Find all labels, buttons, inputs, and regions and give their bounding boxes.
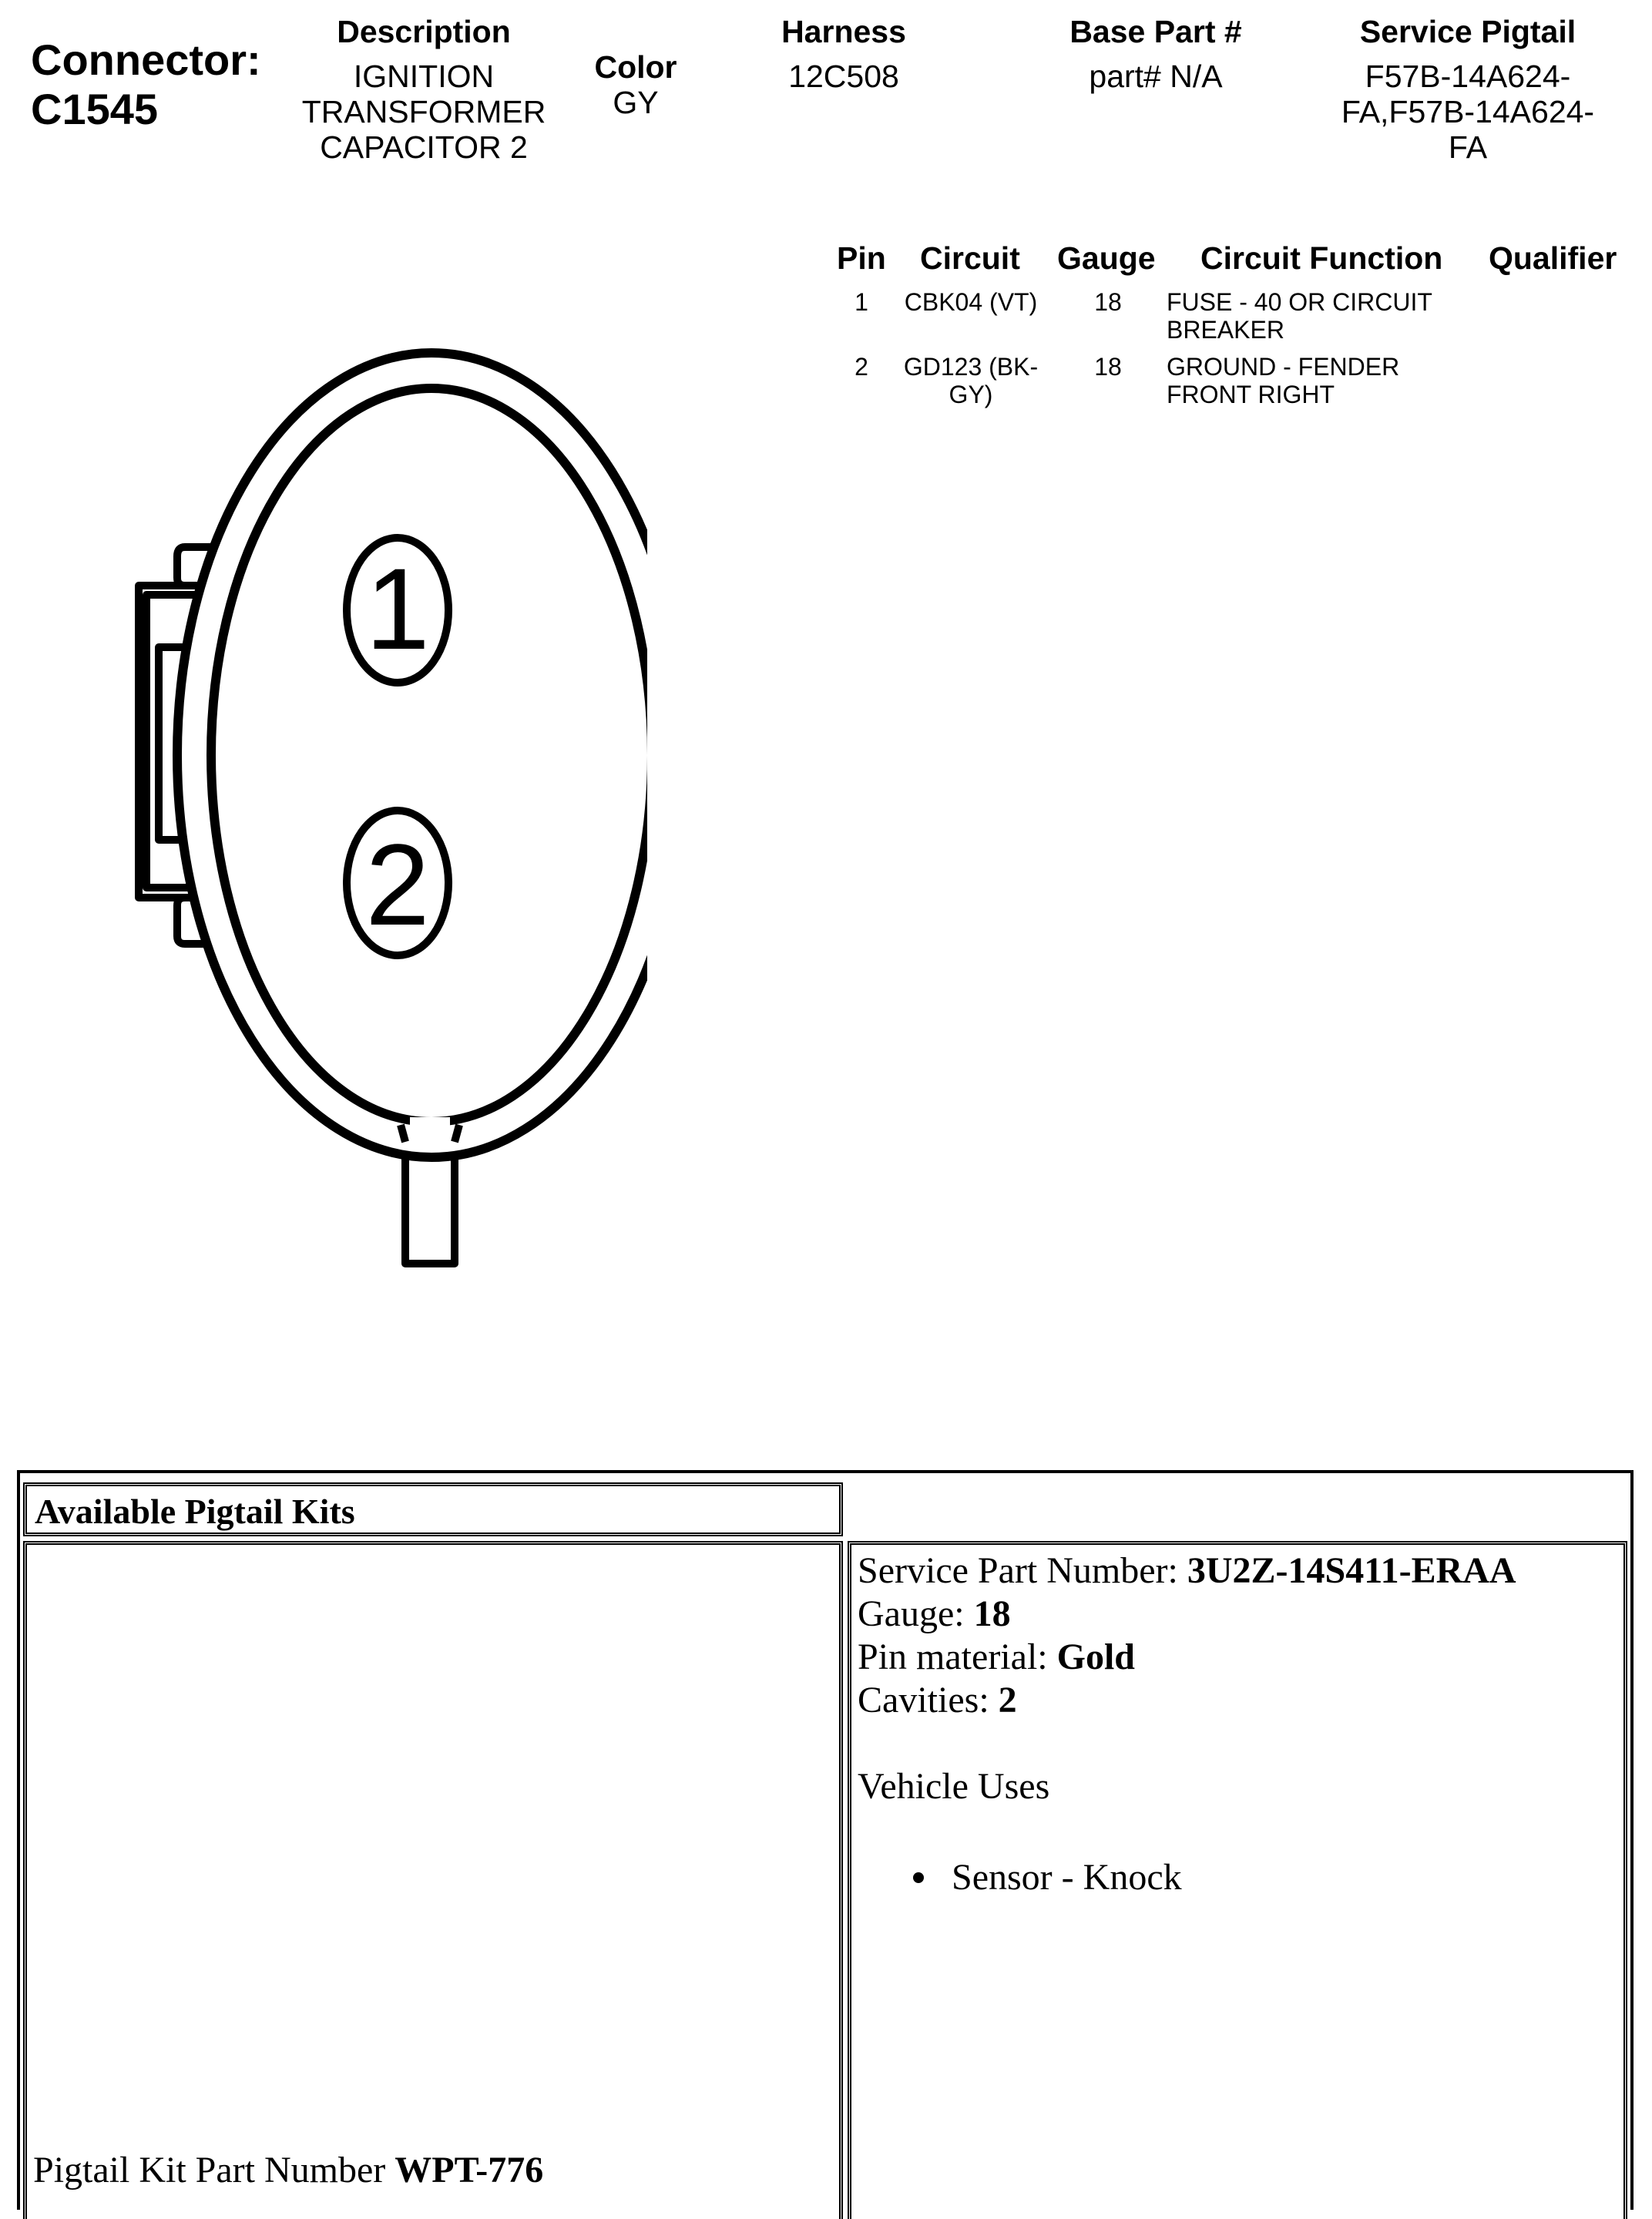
- pin-material-label: Pin material:: [858, 1637, 1057, 1677]
- connector-label: Connector:: [31, 35, 261, 84]
- service-pigtail-column: [1310, 14, 1626, 165]
- circuit-function: [1167, 353, 1475, 408]
- service-part-label: Service Part Number:: [858, 1550, 1187, 1591]
- cavities-value: 2: [998, 1680, 1017, 1720]
- cavities-line: [858, 1679, 1017, 1722]
- gauge-value: 18: [1094, 288, 1122, 316]
- connector-face-diagram: [123, 324, 647, 1294]
- service-pigtail-line-1: F57B-14A624-: [1365, 59, 1571, 94]
- gauge-value: 18: [973, 1593, 1011, 1634]
- service-pigtail-line-3: FA: [1448, 129, 1488, 165]
- pin-material-line: [858, 1636, 1135, 1679]
- circuit-id: [894, 288, 1048, 316]
- vehicle-uses-label: Vehicle Uses: [858, 1766, 1050, 1807]
- service-pigtail-label: Service Pigtail: [1359, 14, 1576, 49]
- connector-title: [31, 35, 261, 134]
- circuit-line: GY): [949, 381, 993, 408]
- pigtail-image-panel: [23, 1541, 843, 2219]
- connector-id: C1545: [31, 85, 159, 133]
- gauge-value: 18: [1094, 353, 1122, 381]
- pin-number: 1: [855, 288, 868, 316]
- pin-label-1: 1: [365, 544, 430, 673]
- pigtail-kit-title-box: [23, 1482, 843, 1536]
- vehicle-use-text: Sensor - Knock: [952, 1857, 1182, 1898]
- kit-part-label: Pigtail Kit Part Number: [33, 2150, 395, 2190]
- base-part-label: Base Part #: [1069, 14, 1242, 49]
- base-part-value: part# N/A: [1089, 59, 1223, 94]
- gauge-label: Gauge:: [858, 1593, 974, 1634]
- circuit-id: [894, 353, 1048, 408]
- service-pigtail-line-2: FA,F57B-14A624-: [1341, 94, 1595, 129]
- service-part-number: [858, 1549, 1516, 1593]
- function-line: FUSE - 40 OR CIRCUIT: [1167, 288, 1432, 316]
- base-part-column: [1040, 14, 1271, 94]
- gauge-line: [858, 1593, 1011, 1636]
- description-line-3: CAPACITOR 2: [320, 129, 528, 165]
- pin-header-gauge: Gauge: [1057, 240, 1156, 276]
- description-line-2: TRANSFORMER: [301, 94, 546, 129]
- list-item: [913, 1856, 1182, 1899]
- function-line: GROUND - FENDER: [1167, 353, 1400, 381]
- function-line: BREAKER: [1167, 316, 1284, 344]
- color-column: [570, 49, 701, 120]
- harness-value: 12C508: [788, 59, 899, 94]
- pin-header-pin: Pin: [837, 240, 886, 276]
- harness-column: [740, 14, 948, 94]
- pin-header-circuit-function: Circuit Function: [1200, 240, 1443, 276]
- pin-material-value: Gold: [1056, 1637, 1135, 1677]
- description-line-1: IGNITION: [353, 59, 495, 94]
- pin-label-2: 2: [365, 820, 430, 949]
- pin-number: 2: [855, 353, 868, 381]
- service-part-value: 3U2Z-14S411-ERAA: [1187, 1550, 1516, 1591]
- circuit-line: GD123 (BK-: [903, 353, 1039, 381]
- color-label: Color: [594, 49, 677, 85]
- pin-header-circuit: Circuit: [920, 240, 1020, 276]
- circuit-line: CBK04 (VT): [904, 288, 1038, 316]
- pigtail-kit-part-number: [33, 2149, 543, 2192]
- harness-label: Harness: [781, 14, 906, 49]
- color-value: GY: [613, 85, 659, 120]
- description-column: [285, 14, 562, 165]
- pigtail-kit-title: Available Pigtail Kits: [35, 1492, 355, 1531]
- pin-header-qualifier: Qualifier: [1489, 240, 1617, 276]
- bullet-icon: [913, 1872, 924, 1883]
- pigtail-details-panel: [848, 1541, 1627, 2219]
- circuit-function: [1167, 288, 1475, 344]
- function-line: FRONT RIGHT: [1167, 381, 1335, 408]
- cavities-label: Cavities:: [858, 1680, 999, 1720]
- description-label: Description: [337, 14, 511, 49]
- kit-part-value: WPT-776: [395, 2150, 544, 2190]
